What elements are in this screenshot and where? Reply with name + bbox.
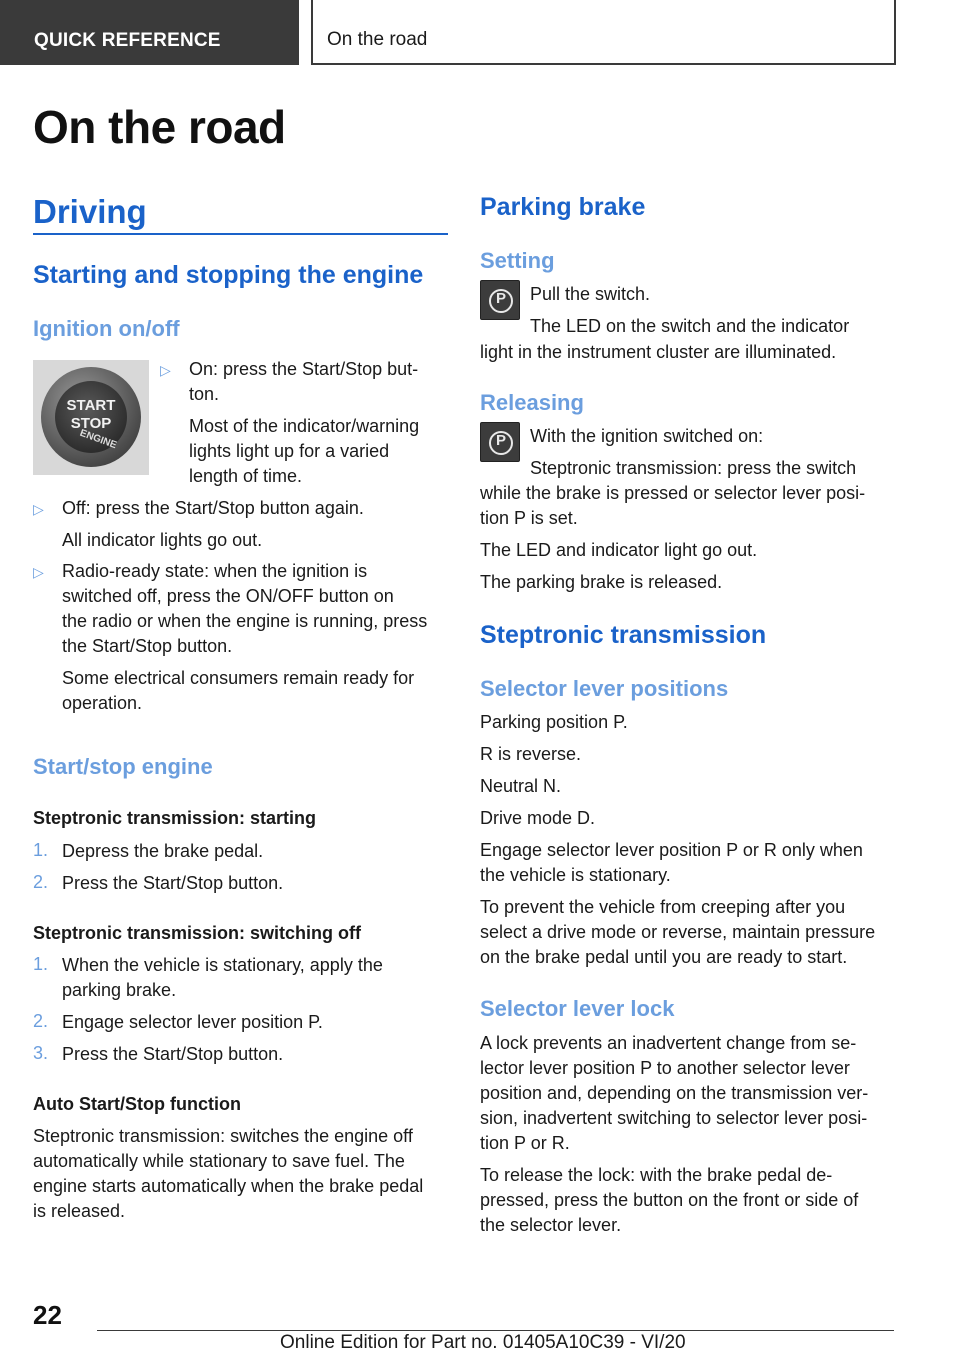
paragraph-line: Drive mode D. bbox=[480, 808, 596, 828]
paragraph-line: R is reverse. bbox=[480, 744, 582, 764]
paragraph-line: Steptronic transmission: switches the engine off bbox=[33, 1126, 413, 1146]
list-item-sub: All indicator lights go out. bbox=[62, 530, 263, 550]
heading-switching-off: Steptronic transmission: switching off bbox=[33, 923, 362, 943]
list-item-text: Engage selector lever position P. bbox=[62, 1012, 323, 1032]
list-item-sub: length of time. bbox=[189, 466, 303, 486]
paragraph bbox=[480, 481, 895, 595]
paragraph-line: Pull the switch. bbox=[530, 284, 651, 304]
paragraph bbox=[480, 710, 895, 970]
paragraph-line: tion P or R. bbox=[480, 1133, 570, 1153]
list-item bbox=[33, 1010, 448, 1035]
list-item-text: the Start/Stop button. bbox=[62, 636, 233, 656]
paragraph-line: the selector lever. bbox=[480, 1215, 622, 1235]
list-item bbox=[33, 1042, 448, 1067]
list-item-text: ton. bbox=[189, 384, 220, 404]
paragraph-line: light in the instrument cluster are illuminated. bbox=[480, 342, 837, 362]
heading-ignition: Ignition on/off bbox=[33, 316, 180, 341]
list-item bbox=[33, 559, 448, 716]
list-item bbox=[33, 953, 448, 1003]
paragraph-line: To release the lock: with the brake pedal de- bbox=[480, 1165, 833, 1185]
parking-brake-icon: P bbox=[480, 422, 520, 462]
paragraph bbox=[33, 1124, 448, 1224]
heading-start-stop-engine: Start/stop engine bbox=[33, 754, 213, 779]
paragraph bbox=[530, 424, 895, 481]
list-item bbox=[33, 496, 448, 553]
heading-selector-lock: Selector lever lock bbox=[480, 996, 675, 1021]
list-item bbox=[33, 839, 448, 864]
heading-parking-brake: Parking brake bbox=[480, 193, 646, 221]
button-text-stop: STOP bbox=[70, 415, 112, 432]
page-number: 22 bbox=[33, 1300, 62, 1330]
paragraph-line: The LED and indicator light go out. bbox=[480, 540, 758, 560]
list-item-text: Depress the brake pedal. bbox=[62, 841, 264, 861]
paragraph-line: Parking position P. bbox=[480, 712, 628, 732]
parking-brake-icon: P bbox=[480, 280, 520, 320]
paragraph-line: Neutral N. bbox=[480, 776, 562, 796]
heading-auto-start-stop: Auto Start/Stop function bbox=[33, 1094, 241, 1114]
paragraph-line: while the brake is pressed or selector lever posi- bbox=[480, 483, 866, 503]
list-item-text: switched off, press the ON/OFF button on bbox=[62, 586, 394, 606]
list-item-text: Press the Start/Stop button. bbox=[62, 873, 284, 893]
step-number: 1. bbox=[33, 954, 49, 974]
start-stop-button-image bbox=[33, 360, 149, 475]
paragraph-line: The LED on the switch and the indicator bbox=[530, 316, 850, 336]
heading-starting-stopping: Starting and stopping the engine bbox=[33, 261, 424, 289]
header-chapter: On the road bbox=[311, 0, 896, 65]
paragraph bbox=[480, 1031, 895, 1238]
start-stop-button-icon bbox=[41, 367, 141, 467]
list-item-text: Off: press the Start/Stop button again. bbox=[62, 498, 364, 518]
list-item-text: When the vehicle is stationary, apply the bbox=[62, 955, 383, 975]
paragraph-line: To prevent the vehicle from creeping after you bbox=[480, 897, 846, 917]
heading-selector-positions: Selector lever positions bbox=[480, 676, 729, 701]
list-item-sub: Some electrical consumers remain ready for bbox=[62, 668, 415, 688]
heading-starting: Steptronic transmission: starting bbox=[33, 808, 317, 828]
list-item-sub: lights light up for a varied bbox=[189, 441, 390, 461]
paragraph-line: select a drive mode or reverse, maintain pressure bbox=[480, 922, 876, 942]
paragraph-line: A lock prevents an inadvertent change from se- bbox=[480, 1033, 857, 1053]
header-section: QUICK REFERENCE bbox=[0, 0, 299, 65]
paragraph-line: engine starts automatically when the brake pedal bbox=[33, 1176, 424, 1196]
button-text-engine: ENGINE bbox=[78, 427, 119, 452]
list-item bbox=[160, 357, 448, 489]
button-text-start: START bbox=[66, 397, 116, 414]
page-title: On the road bbox=[33, 101, 286, 153]
paragraph-line: Steptronic transmission: press the switch bbox=[530, 458, 857, 478]
heading-rule bbox=[33, 233, 448, 235]
paragraph-line: is released. bbox=[33, 1201, 126, 1221]
list-item-sub: operation. bbox=[62, 693, 143, 713]
footer-rule bbox=[97, 1330, 894, 1331]
list-item-text: parking brake. bbox=[62, 980, 177, 1000]
step-number: 2. bbox=[33, 872, 49, 892]
paragraph-line: Engage selector lever position P or R only when bbox=[480, 840, 863, 860]
list-item bbox=[33, 871, 448, 896]
paragraph-line: automatically while stationary to save fuel. The bbox=[33, 1151, 405, 1171]
bullet-icon: ▷ bbox=[33, 564, 44, 580]
paragraph bbox=[530, 282, 895, 339]
bullet-icon: ▷ bbox=[33, 501, 44, 517]
step-number: 2. bbox=[33, 1011, 49, 1031]
list-item-text: Press the Start/Stop button. bbox=[62, 1044, 284, 1064]
paragraph-line: on the brake pedal until you are ready to start. bbox=[480, 947, 848, 967]
paragraph-line: sion, inadvertent switching to selector lever posi- bbox=[480, 1108, 868, 1128]
paragraph-line: lector lever position P to another selector lever bbox=[480, 1058, 850, 1078]
step-number: 1. bbox=[33, 840, 49, 860]
list-item-text: the radio or when the engine is running, press bbox=[62, 611, 428, 631]
bullet-icon: ▷ bbox=[160, 362, 171, 378]
paragraph-line: The parking brake is released. bbox=[480, 572, 723, 592]
heading-driving: Driving bbox=[33, 193, 147, 230]
step-number: 3. bbox=[33, 1043, 49, 1063]
list-item-text: On: press the Start/Stop but- bbox=[189, 359, 419, 379]
paragraph-line: the vehicle is stationary. bbox=[480, 865, 671, 885]
heading-steptronic: Steptronic transmission bbox=[480, 621, 767, 649]
heading-releasing: Releasing bbox=[480, 390, 584, 415]
paragraph-line: pressed, press the button on the front or side of bbox=[480, 1190, 859, 1210]
paragraph-line: With the ignition switched on: bbox=[530, 426, 764, 446]
paragraph-line: position and, depending on the transmission ver- bbox=[480, 1083, 869, 1103]
heading-setting: Setting bbox=[480, 248, 555, 273]
footer-edition: Online Edition for Part no. 01405A10C39 - VI/20 bbox=[280, 1332, 686, 1353]
paragraph-line: tion P is set. bbox=[480, 508, 578, 528]
list-item-sub: Most of the indicator/warning bbox=[189, 416, 420, 436]
list-item-text: Radio-ready state: when the ignition is bbox=[62, 561, 368, 581]
